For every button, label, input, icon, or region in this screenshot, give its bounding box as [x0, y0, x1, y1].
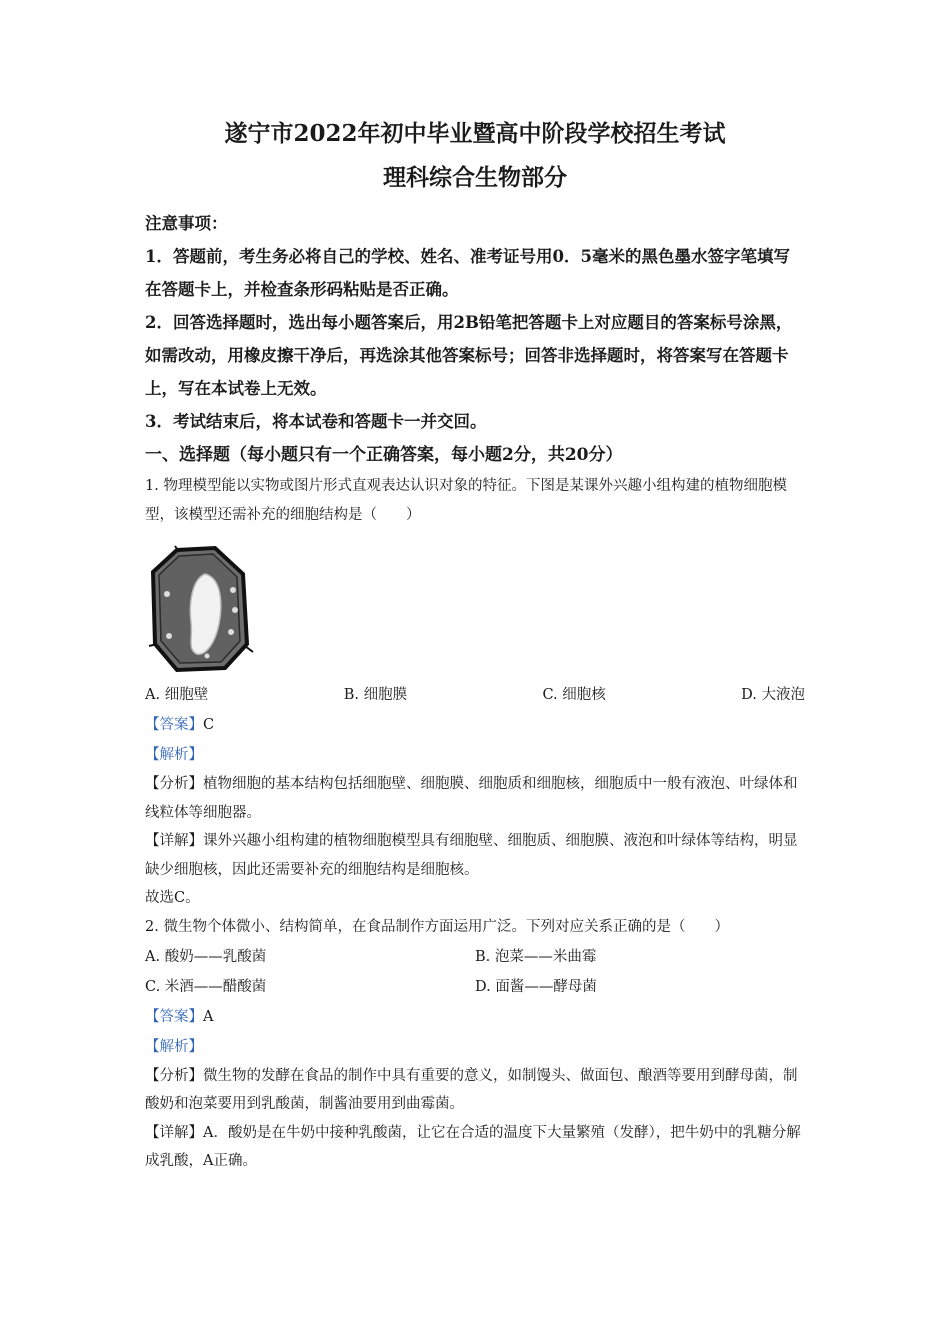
question-1-options [145, 680, 805, 710]
answer-tag: 【答案】 [145, 1008, 203, 1025]
notice-item-1: 1．答题前，考生务必将自己的学校、姓名、准考证号用0．5毫米的黑色墨水签字笔填写在答题卡上，并检查条形码粘贴是否正确。 [145, 247, 790, 299]
exam-title: 遂宁市2022年初中毕业暨高中阶段学校招生考试 [224, 120, 726, 147]
analysis-tag: 【解析】 [145, 747, 203, 763]
analysis-label: 【分析】 [145, 776, 203, 792]
option-b[interactable]: B. 泡菜——米曲霉 [475, 948, 597, 965]
question-2-options-row2 [145, 972, 805, 1002]
plant-cell-model-icon [147, 544, 257, 674]
option-d[interactable]: D. 大液泡 [741, 687, 805, 703]
question-1-answer [145, 710, 805, 740]
question-1-analysis [145, 770, 805, 827]
option-a[interactable]: A. 酸奶——乳酸菌 [145, 948, 267, 965]
detail-text: A．酸奶是在牛奶中接种乳酸菌，让它在合适的温度下大量繁殖（发酵），把牛奶中的乳糖分解成乳酸，A正确。 [145, 1124, 801, 1169]
option-c[interactable]: C. 米酒——醋酸菌 [145, 978, 267, 995]
plant-cell-model-figure [145, 530, 805, 680]
exam-page [145, 110, 805, 1176]
question-2-answer [145, 1002, 805, 1032]
question-2-analysis [145, 1062, 805, 1119]
option-d[interactable]: D. 面酱——酵母菌 [475, 978, 597, 995]
analysis-text: 植物细胞的基本结构包括细胞壁、细胞膜、细胞质和细胞核，细胞质中一般有液泡、叶绿体和线粒体等细胞器。 [145, 776, 798, 821]
exam-subtitle: 理科综合生物部分 [383, 164, 567, 191]
notice-heading: 注意事项： [145, 214, 228, 233]
answer-value: C [203, 717, 215, 733]
question-2-stem: 2. 微生物个体微小、结构简单，在食品制作方面运用广泛。下列对应关系正确的是（ ） [145, 918, 729, 935]
question-2-detail [145, 1119, 805, 1176]
analysis-label: 【分析】 [145, 1067, 203, 1084]
question-1-detail [145, 827, 805, 884]
option-b[interactable]: B. 细胞膜 [343, 687, 408, 703]
question-1-conclusion: 故选C。 [145, 890, 200, 906]
notice-item-2: 2．回答选择题时，选出每小题答案后，用2B铅笔把答题卡上对应题目的答案标号涂黑，如需改动，用橡皮擦干净后，再选涂其他答案标号；回答非选择题时，将答案写在答题卡上，写在本试卷上无效。 [145, 313, 793, 398]
question-1-stem: 1. 物理模型能以实物或图片形式直观表达认识对象的特征。下图是某课外兴趣小组构建的植物细胞模型，该模型还需补充的细胞结构是（ ） [145, 478, 787, 523]
detail-label: 【详解】 [145, 1124, 203, 1141]
notice-item-3: 3．考试结束后，将本试卷和答题卡一并交回。 [145, 412, 487, 431]
analysis-tag: 【解析】 [145, 1038, 203, 1055]
answer-value: A [203, 1008, 214, 1025]
detail-label: 【详解】 [145, 833, 203, 849]
analysis-text: 微生物的发酵在食品的制作中具有重要的意义，如制馒头、做面包、酿酒等要用到酵母菌，制酸奶和泡菜要用到乳酸菌，制酱油要用到曲霉菌。 [145, 1067, 798, 1112]
option-c[interactable]: C. 细胞核 [542, 687, 606, 703]
question-2-options-row1 [145, 942, 805, 972]
answer-tag: 【答案】 [145, 717, 203, 733]
option-a[interactable]: A. 细胞壁 [145, 687, 209, 703]
section-title: 一、选择题（每小题只有一个正确答案，每小题2分，共20分） [145, 445, 623, 465]
detail-text: 课外兴趣小组构建的植物细胞模型具有细胞壁、细胞质、细胞膜、液泡和叶绿体等结构，明显缺少细胞核，因此还需要补充的细胞结构是细胞核。 [145, 833, 798, 878]
